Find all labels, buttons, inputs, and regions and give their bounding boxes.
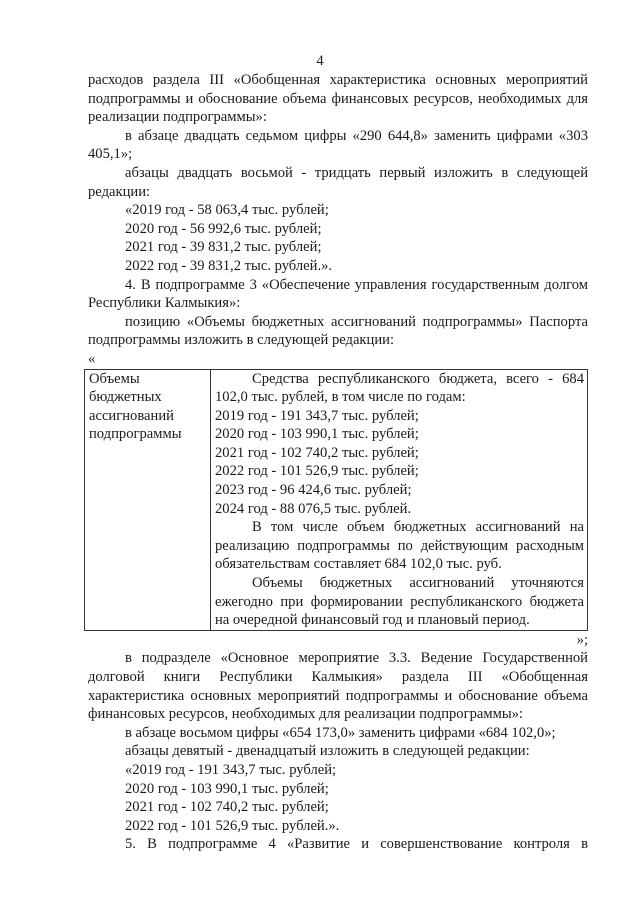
amount-line: «2019 год - 58 063,4 тыс. рублей; [125, 202, 329, 219]
table-note: Объемы бюджетных ассигнований уточняются ежегодно при формировании республиканского бюджета на очередной финансовый год и плановый период. [215, 575, 584, 629]
table-row [85, 369, 588, 630]
year-line: 2021 год - 102 740,2 тыс. рублей; [215, 444, 419, 461]
amount-line: 2021 год - 102 740,2 тыс. рублей; [125, 799, 329, 816]
amount-line: 2020 год - 56 992,6 тыс. рублей; [125, 220, 322, 237]
table-value-cell [211, 369, 588, 630]
page-number: 4 [316, 53, 324, 69]
document-body [88, 71, 588, 854]
year-line: 2019 год - 191 343,7 тыс. рублей; [215, 407, 419, 424]
paragraph: 4. В подпрограмме 3 «Обеспечение управления государственным долгом Республики Калмыкия»: [88, 276, 588, 312]
amount-line: 2021 год - 39 831,2 тыс. рублей; [125, 239, 322, 256]
year-line: 2022 год - 101 526,9 тыс. рублей; [215, 463, 419, 480]
paragraph: в абзаце двадцать седьмом цифры «290 644,8» заменить цифрами «303 405,1»; [88, 127, 588, 163]
paragraph: в абзаце восьмом цифры «654 173,0» заменить цифрами «684 102,0»; [125, 724, 556, 741]
quote-open: « [88, 350, 96, 367]
paragraph: в подразделе «Основное мероприятие 3.3. Ведение Государственной долговой книги Республики Калмыкия» раздела III «Обобщенная характеристика основных мероприятий подпрограммы и обоснование объема финансовых ресурсов, необходимых для реализации подпрограммы»: [88, 650, 588, 723]
amount-line: 2022 год - 39 831,2 тыс. рублей.». [125, 257, 333, 274]
paragraph: расходов раздела III «Обобщенная характеристика основных мероприятий подпрограммы и обоснование объема финансовых ресурсов, необходимых для реализации подпрограммы»: [88, 72, 588, 126]
paragraph: позицию «Объемы бюджетных ассигнований подпрограммы» Паспорта подпрограммы изложить в следующей редакции: [88, 313, 588, 349]
paragraph: абзацы девятый - двенадцатый изложить в следующей редакции: [125, 743, 530, 760]
amount-line: 2020 год - 103 990,1 тыс. рублей; [125, 780, 329, 797]
table-note: В том числе объем бюджетных ассигнований на реализацию подпрограммы по действующим расходным обязательствам составляет 684 102,0 тыс. руб. [215, 519, 584, 573]
paragraph: 5. В подпрограмме 4 «Развитие и совершенствование контроля в [125, 836, 588, 853]
paragraph: абзацы двадцать восьмой - тридцать первый изложить в следующей редакции: [88, 164, 588, 200]
table-intro: Средства республиканского бюджета, всего - 684 102,0 тыс. рублей, в том числе по годам: [215, 370, 584, 406]
amount-line: 2022 год - 101 526,9 тыс. рублей.». [125, 817, 340, 834]
year-line: 2024 год - 88 076,5 тыс. рублей. [215, 500, 412, 517]
year-line: 2023 год - 96 424,6 тыс. рублей; [215, 482, 412, 499]
budget-table [84, 369, 588, 631]
year-line: 2020 год - 103 990,1 тыс. рублей; [215, 426, 419, 443]
amount-line: «2019 год - 191 343,7 тыс. рублей; [125, 761, 337, 778]
quote-close: »; [576, 631, 588, 648]
table-label-cell: Объемы бюджетных ассигнований подпрограммы [85, 369, 211, 630]
